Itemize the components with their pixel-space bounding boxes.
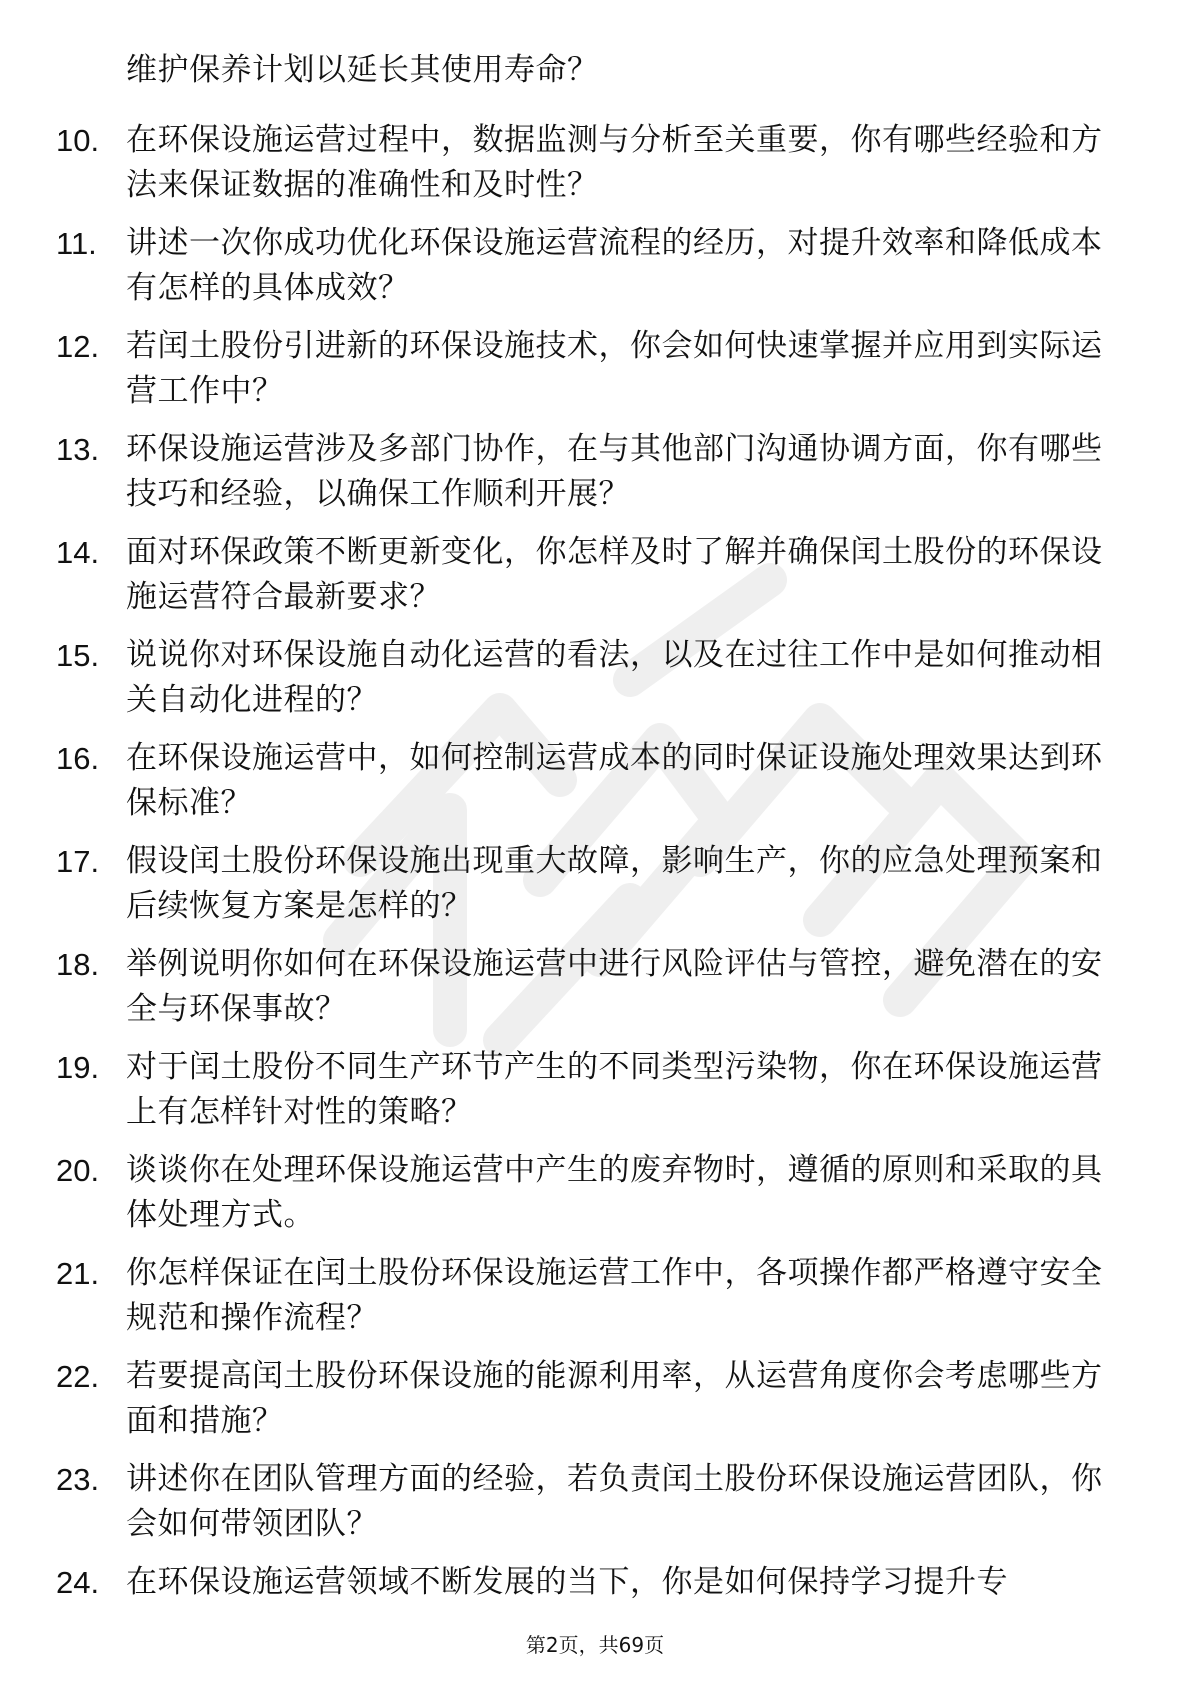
question-number: 24. xyxy=(56,1565,100,1600)
question-text: 你怎样保证在闰土股份环保设施运营工作中，各项操作都严格遵守安全规范和操作流程？ xyxy=(126,1255,1103,1336)
question-number: 23. xyxy=(56,1462,100,1497)
question-number: 10. xyxy=(56,123,100,158)
question-number: 15. xyxy=(56,638,100,673)
question-item xyxy=(0,324,1190,427)
question-number: 13. xyxy=(56,432,100,467)
question-text: 若闰土股份引进新的环保设施技术，你会如何快速掌握并应用到实际运营工作中？ xyxy=(126,328,1103,409)
question-number: 22. xyxy=(56,1359,100,1394)
question-number: 16. xyxy=(56,741,100,776)
question-text: 在环保设施运营过程中，数据监测与分析至关重要，你有哪些经验和方法来保证数据的准确性和及时性？ xyxy=(126,122,1103,203)
question-item xyxy=(0,839,1190,942)
question-item xyxy=(0,530,1190,633)
question-text: 举例说明你如何在环保设施运营中进行风险评估与管控，避免潜在的安全与环保事故？ xyxy=(126,946,1103,1027)
question-item xyxy=(0,118,1190,221)
question-item xyxy=(0,1457,1190,1560)
question-text: 面对环保政策不断更新变化，你怎样及时了解并确保闰土股份的环保设施运营符合最新要求？ xyxy=(126,534,1103,615)
question-item xyxy=(0,633,1190,736)
question-number: 21. xyxy=(56,1256,100,1291)
question-item xyxy=(0,736,1190,839)
question-item xyxy=(0,1148,1190,1251)
question-text: 环保设施运营涉及多部门协作，在与其他部门沟通协调方面，你有哪些技巧和经验，以确保工作顺利开展？ xyxy=(126,431,1103,512)
question-number: 12. xyxy=(56,329,100,364)
question-item xyxy=(0,221,1190,324)
question-number: 17. xyxy=(56,844,100,879)
question-item xyxy=(0,1045,1190,1148)
question-item xyxy=(0,942,1190,1045)
question-number: 20. xyxy=(56,1153,100,1188)
question-item xyxy=(0,427,1190,530)
question-item xyxy=(0,1251,1190,1354)
question-text: 讲述你在团队管理方面的经验，若负责闰土股份环保设施运营团队，你会如何带领团队？ xyxy=(126,1461,1103,1542)
question-text: 谈谈你在处理环保设施运营中产生的废弃物时，遵循的原则和采取的具体处理方式。 xyxy=(126,1152,1103,1233)
question-text: 讲述一次你成功优化环保设施运营流程的经历，对提升效率和降低成本有怎样的具体成效？ xyxy=(126,225,1103,306)
question-text: 假设闰土股份环保设施出现重大故障，影响生产，你的应急处理预案和后续恢复方案是怎样的？ xyxy=(126,843,1103,924)
question-text: 若要提高闰土股份环保设施的能源利用率，从运营角度你会考虑哪些方面和措施？ xyxy=(126,1358,1103,1439)
question-text: 在环保设施运营领域不断发展的当下，你是如何保持学习提升专 xyxy=(126,1564,1008,1600)
question-number: 14. xyxy=(56,535,100,570)
question-item xyxy=(0,1354,1190,1457)
carryover-question-text: 维护保养计划以延长其使用寿命？ xyxy=(126,52,599,88)
question-list xyxy=(0,118,1190,1663)
question-text: 说说你对环保设施自动化运营的看法，以及在过往工作中是如何推动相关自动化进程的？ xyxy=(126,637,1103,718)
question-number: 18. xyxy=(56,947,100,982)
question-number: 11. xyxy=(56,226,97,261)
question-text: 对于闰土股份不同生产环节产生的不同类型污染物，你在环保设施运营上有怎样针对性的策略？ xyxy=(126,1049,1103,1130)
question-number: 19. xyxy=(56,1050,100,1085)
page-footer: 第2页，共69页 xyxy=(525,1633,665,1657)
question-text: 在环保设施运营中，如何控制运营成本的同时保证设施处理效果达到环保标准？ xyxy=(126,740,1103,821)
